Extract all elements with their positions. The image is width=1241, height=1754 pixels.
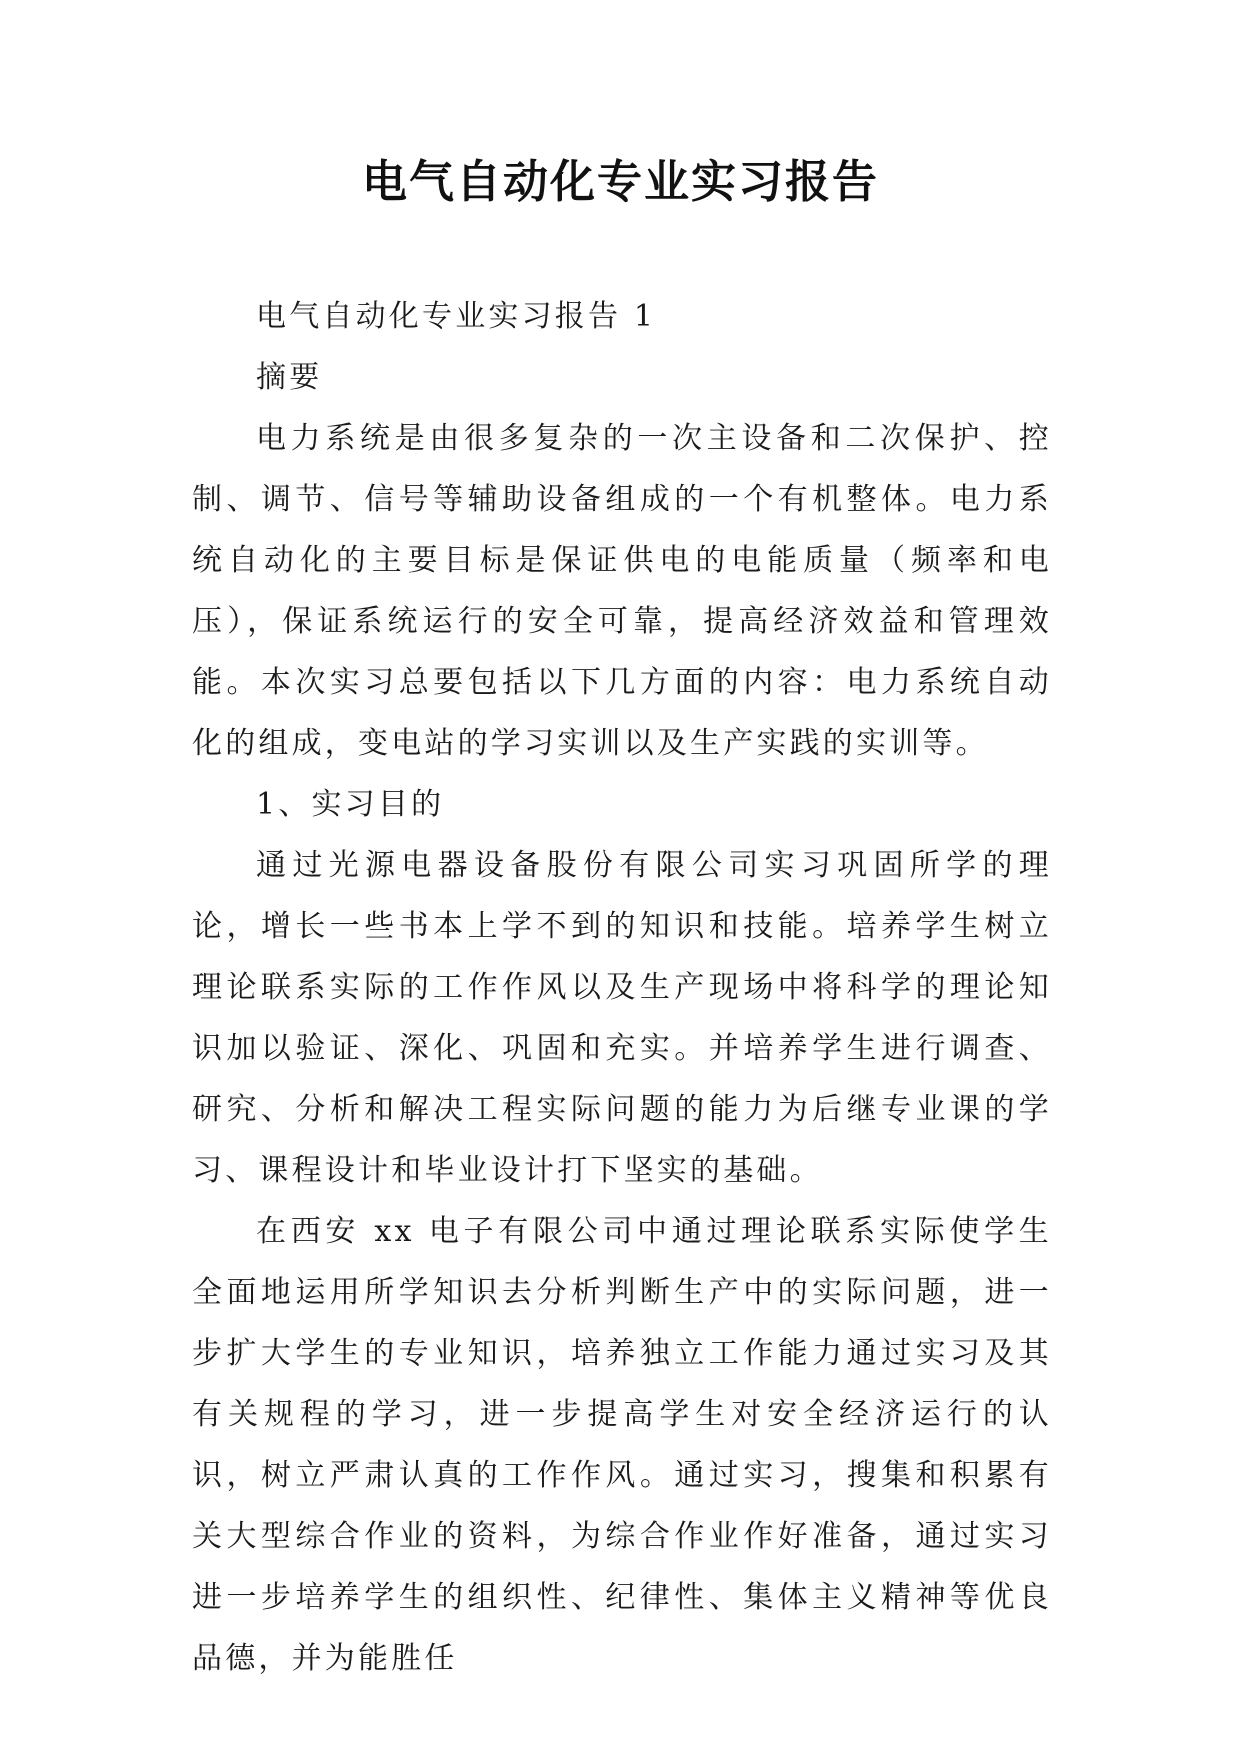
abstract-paragraph: 电力系统是由很多复杂的一次主设备和二次保护、控制、调节、信号等辅助设备组成的一个有机整体。电力系统自动化的主要目标是保证供电的电能质量（频率和电压），保证系统运行的安全可靠，提高经济效益和管理效能。本次实习总要包括以下几方面的内容：电力系统自动化的组成，变电站的学习实训以及生产实践的实训等。: [192, 421, 1052, 761]
abstract-heading: 摘要: [256, 360, 323, 395]
document-title: 电气自动化专业实习报告: [361, 155, 879, 208]
body-paragraph: 通过光源电器设备股份有限公司实习巩固所学的理论，增长一些书本上学不到的知识和技能。培养学生树立理论联系实际的工作作风以及生产现场中将科学的理论知识加以验证、深化、巩固和充实。并培养学生进行调查、研究、分析和解决工程实际问题的能力为后继专业课的学习、课程设计和毕业设计打下坚实的基础。: [192, 848, 1052, 1188]
body-paragraph: 在西安 xx 电子有限公司中通过理论联系实际使学生全面地运用所学知识去分析判断生产中的实际问题，进一步扩大学生的专业知识，培养独立工作能力通过实习及其有关规程的学习，进一步提高学生对安全经济运行的认识，树立严肃认真的工作作风。通过实习，搜集和积累有关大型综合作业的资料，为综合作业作好准备，通过实习进一步培养学生的组织性、纪律性、集体主义精神等优良品德，并为能胜任: [192, 1214, 1052, 1676]
document-body: [192, 286, 1052, 1689]
purpose-heading: 1、实习目的: [256, 787, 445, 822]
section-heading: 电气自动化专业实习报告 1: [256, 299, 657, 334]
